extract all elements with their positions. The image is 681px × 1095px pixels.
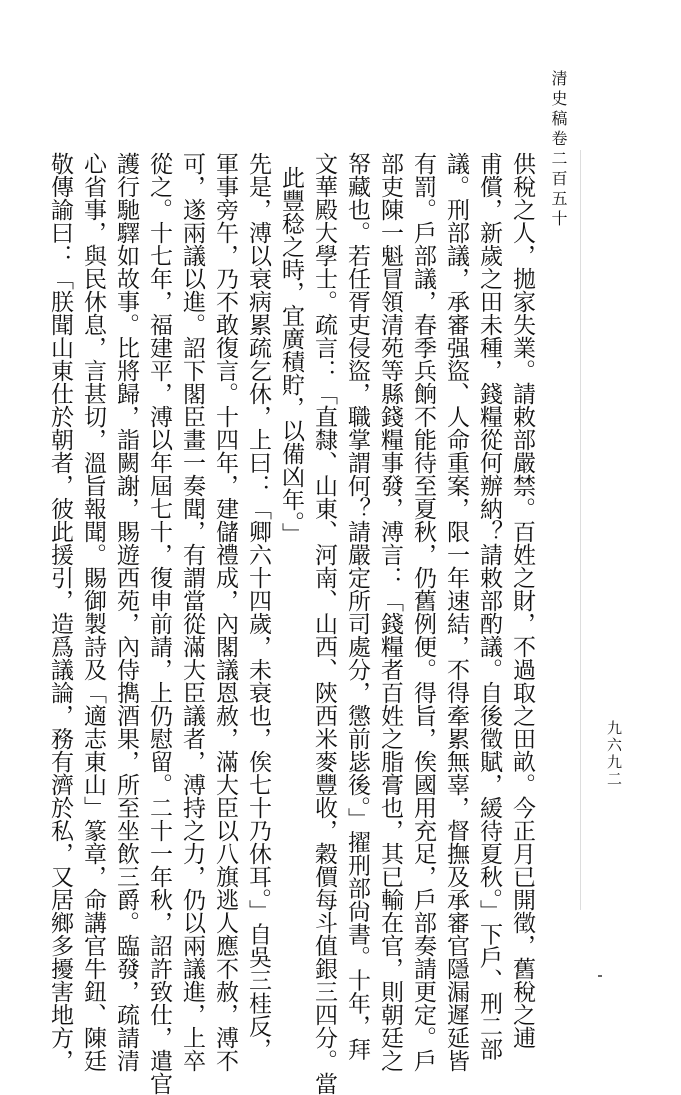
- text-column-8: 此豐稔之時，宜廣積貯，以備凶年。」: [278, 166, 304, 546]
- text-column-14: 心省事，與民休息，言甚切，溫旨報聞。賜御製詩及「適志東山」篆章，命講官牛鈕、陳廷: [80, 152, 106, 1072]
- margin-rule: [580, 150, 581, 910]
- text-column-7: 文華殿大學士。疏言：「直隸、山東、河南、山西、陝西米麥豐收，穀價每斗值銀三四分。當: [311, 152, 337, 1095]
- text-column-15: 敬傳諭曰：「朕聞山東仕於朝者，彼此援引，造爲議論，務有濟於私，又居鄉多擾害地方，: [47, 152, 73, 1072]
- text-column-12: 從之。十七年，福建平，溥以年屆七十，復申前請，上仍慰留。二十一年秋，詔許致仕，遣官: [146, 152, 172, 1095]
- text-column-6: 帑藏也。若任胥吏侵盜，職掌謂何？請嚴定所司處分，懲前毖後。」擢刑部尙書。十年，拜: [344, 152, 370, 1061]
- text-column-13: 護行馳驛如故事。比將歸，詣闕謝，賜遊西苑，內侍擕酒果，所至坐飲三爵。臨發，疏請清: [113, 152, 139, 1072]
- text-column-2: 甫償，新歲之田未種，錢糧從何辦納？請敕部酌議。自後徵賦，緩待夏秋。」下戶、刑二部: [476, 152, 502, 1061]
- text-column-5: 部吏陳一魁冒領清苑等縣錢糧事發，溥言：「錢糧者百姓之脂膏也，其已輸在官，則朝廷之: [377, 152, 403, 1072]
- text-column-1: 供稅之人，拋家失業。請敕部嚴禁。百姓之財，不過取之田畝。今正月已開徵，舊稅之逋: [509, 152, 535, 1049]
- text-column-3: 議。刑部議，承審强盜、人命重案，限一年速結，不得牽累無辜，督撫及承審官隱漏遲延皆: [443, 152, 469, 1072]
- running-title: 清史稿卷二百五十: [549, 70, 568, 230]
- scan-mark: [598, 975, 602, 977]
- text-column-9: 先是，溥以衰病累疏乞休，上曰：「卿六十四歲，未衰也，俟七十乃休耳。」自吳三桂反，: [245, 152, 271, 1061]
- page-number: 九六九二: [605, 720, 623, 788]
- text-column-10: 軍事旁午，乃不敢復言。十四年，建儲禮成，內閣議恩赦，滿大臣以八旗逃人應不赦，溥不: [212, 152, 238, 1072]
- text-column-11: 可，遂兩議以進。詔下閣臣畫一奏聞，有謂當從滿大臣議者，溥持之力，仍以兩議進，上卒: [179, 152, 205, 1072]
- text-column-4: 有罰。戶部議，春季兵餉不能待至夏秋，仍舊例便。得旨，俟國用充足，戶部奏請更定。戶: [410, 152, 436, 1072]
